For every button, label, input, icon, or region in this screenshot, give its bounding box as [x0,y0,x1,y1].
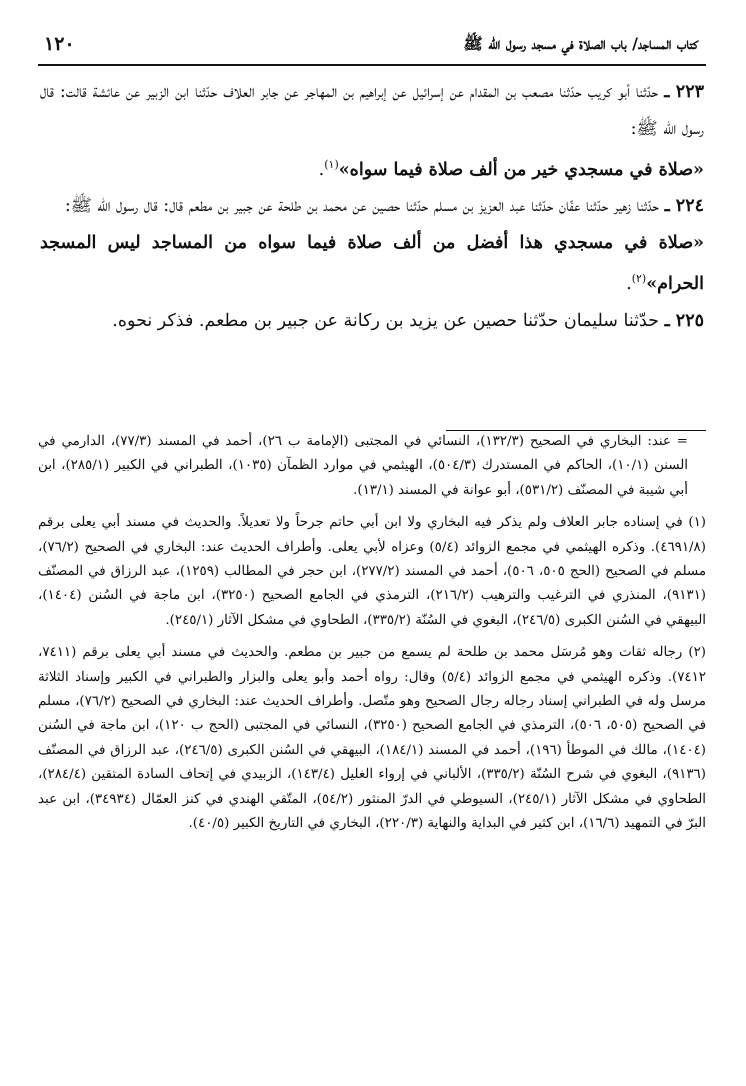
page-number: ١٢٠ [44,33,75,55]
hadith-isnad: حدّثنا زهير حدّثنا عفّان حدّثنا عبد العزيز بن مسلم حدّثنا حصين عن محمد بن طلحة عن جبير بن مطعم قال: قال رسول الله ﷺ: [64,196,659,217]
footnote-divider [446,430,706,431]
hadith-isnad: حدّثنا أبو كريب حدّثنا مصعب بن المقدام عن إسرائيل عن إبراهيم بن المهاجر عن جابر العلاف حدّثنا ابن الزبير عن عائشة قالت: قال رسول الله ﷺ: [40,82,704,139]
hadith-number: ٢٢٤ ـ [664,196,704,217]
page-header [38,30,706,66]
hadith-224 [40,188,704,225]
hadith-number: ٢٢٣ ـ [664,82,704,102]
hadith-223-matn: «صلاة في مسجدي خير من ألف صلاة فيما سواه»$^{(١)}$. [318,158,704,180]
footnote-ref[interactable]: (١) [324,158,339,171]
main-text [40,74,704,339]
hadith-223 [40,74,704,147]
hadith-matn: «صلاة في مسجدي خير من ألف صلاة فيما سواه» [338,159,704,180]
hadith-isnad: حدّثنا سليمان حدّثنا حصين عن يزيد بن ركانة عن جبير بن مطعم. فذكر نحوه. [112,310,659,331]
hadith-224-matn: «صلاة في مسجدي هذا أفضل من ألف صلاة فيما سواه من المساجد ليس المسجد الحرام»$^{(٢)}$. [40,232,704,295]
running-title: كتاب المساجد/ باب الصلاة في مسجد رسول الله ﷺ [463,34,698,53]
footnote-ref[interactable]: (٢) [631,272,647,286]
hadith-number: ٢٢٥ ـ [664,310,704,331]
footnote-continuation: = عند: البخاري في الصحيح (١٣٢/٣)، النسائي في المجتبى (الإمامة ب ٢٦)، أحمد في المسند (٧٧/٣)، الدارمي في السنن (١٠/١)، الحاكم في المستدرك (٥٠٤/٣)، الهيثمي في موارد الظمآن (١٠٣٥)، الطبراني في الكبير (٢٨٥/١)، ابن أبي شيبة في المصنّف (٥٣١/٢)، أبو عوانة في المسند (١٣/١). [38,434,688,498]
footnote-1: (١) في إسناده جابر العلاف ولم يذكر فيه البخاري ولا ابن أبي حاتم جرحاً ولا تعديلاً. والحديث في مسند أبي يعلى برقم (٤٦٩١/٨). وذكره الهيثمي في مجمع الزوائد (٥/٤) وعزاه لأبي يعلى. وأطراف الحديث عند: البخاري في الصحيح (٧٦/٢)، مسلم في الصحيح (الحج ٥٠٥، ٥٠٦)، أحمد في المسند (٢٧٧/٢)، ابن حجر في المطالب (١٢٥٩)، عبد الرزاق في المصنّف (٩١٣١)، المنذري في الترغيب والترهيب (٢١٦/٢)، الترمذي في الجامع الصحيح (٣٢٥٠)، ابن ماجة في السُنن (١٤٠٤)، البيهقي في السُنن الكبرى (٢٤٦/٥)، البغوي في السُنّة (٣٣٥/٢)، الطحاوي في مشكل الآثار (٢٤٥/١). [38,515,707,628]
footnotes [38,430,706,845]
hadith-matn: «صلاة في مسجدي هذا أفضل من ألف صلاة فيما سواه من المساجد ليس المسجد الحرام» [40,232,704,295]
hadith-225 [40,303,704,340]
footnote-2: (٢) رجاله ثقات وهو مُرسَل محمد بن طلحة لم يسمع من جبير بن مطعم. والحديث في مسند أبي يعلى برقم (٧٤١١، ٧٤١٢). وذكره الهيثمي في مجمع الزوائد (٥/٤) وقال: رواه أحمد وأبو يعلى والبزار والطبراني في الكبير وإسناد الثلاثة مرسل وله في الطبراني إسناد رجاله رجال الصحيح وهو متّصل. وأطراف الحديث عند: البخاري في الصحيح (٧٦/٢)، مسلم في الصحيح (٥٠٥، ٥٠٦)، الترمذي في الجامع الصحيح (٣٢٥٠)، النسائي في المجتبى (الحج ب ١٢٠)، ابن ماجة في السُنن (١٤٠٤)، مالك في الموطأ (١٩٦)، أحمد في المسند (١٨٤/١)، البيهقي في السُنن الكبرى (٢٤٦/٥)، عبد الرزاق في المصنّف (٩١٣٦)، البغوي في شرح السُنّة (٣٣٥/٢)، الألباني في إرواء الغليل (١٤٣/٤)، الزبيدي في إتحاف السادة المتقين (٢٨٤/٤)، الطحاوي في مشكل الآثار (٢٤٥/١)، السيوطي في الدرّ المنثور (٥٤/٢)، المتّقي الهندي في كنز العمّال (٣٤٩٣٤)، ابن عبد البرّ في التمهيد (١٦/٦)، ابن كثير في البداية والنهاية (٢٢٠/٣)، البخاري في التاريخ الكبير (٤٠/٥). [38,645,707,832]
